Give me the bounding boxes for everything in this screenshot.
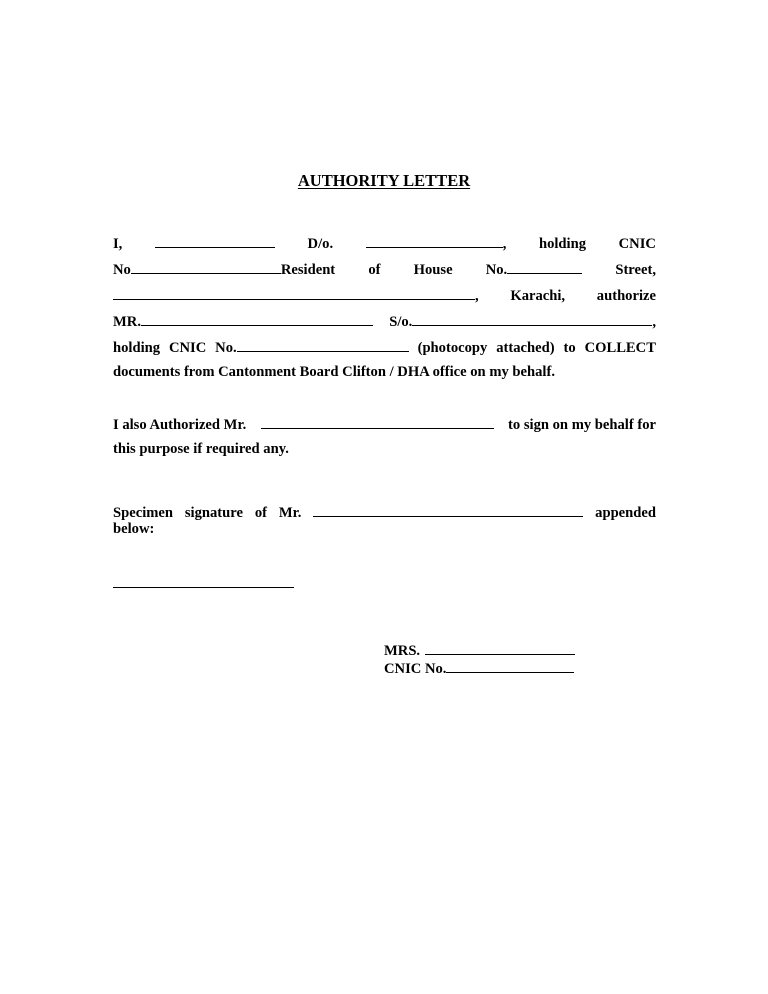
word-so: S/o. xyxy=(389,314,413,330)
word-resident: Resident xyxy=(280,262,336,278)
mrs-name-blank xyxy=(425,641,575,655)
para1-line1 xyxy=(113,234,656,254)
specimen-name-blank xyxy=(313,503,583,517)
word-specimen: Specimen xyxy=(113,505,173,521)
word-do: D/o. xyxy=(307,236,334,252)
word-photocopy: (photocopy xyxy=(417,340,488,356)
father-name-group xyxy=(366,234,507,253)
cnic-group xyxy=(113,260,335,279)
mrs-signature-line xyxy=(384,641,575,660)
so-group xyxy=(389,312,656,331)
word-no: No. xyxy=(215,340,237,356)
word-below: below: xyxy=(113,521,155,537)
purpose-if-required: this purpose if required any. xyxy=(113,441,289,457)
signatory-name-blank xyxy=(261,415,494,429)
word-no: No xyxy=(113,262,131,278)
specimen-signature-line xyxy=(113,587,294,588)
authorized-cnic-group xyxy=(215,338,409,357)
para2-line2 xyxy=(113,441,656,461)
word-collect: COLLECT xyxy=(584,340,656,356)
para3-line1 xyxy=(113,503,656,523)
word-cnic: CNIC xyxy=(168,340,207,356)
word-street: Street, xyxy=(615,262,656,278)
word-to: to xyxy=(563,340,576,356)
word-appended: appended xyxy=(595,505,656,521)
authorized-prefix: I also Authorized Mr. xyxy=(113,417,247,433)
cnic-number-blank xyxy=(131,260,281,274)
authorized-suffix: to sign on my behalf for xyxy=(508,417,656,433)
word-holding: holding xyxy=(538,236,587,252)
purpose-text: documents from Cantonment Board Clifton / DHA office on my behalf. xyxy=(113,364,555,380)
authorized-father-blank xyxy=(412,312,652,326)
word-attached: attached) xyxy=(496,340,555,356)
comma: , xyxy=(475,288,479,304)
word-house: House xyxy=(413,262,453,278)
street-group xyxy=(113,286,479,305)
cnic-label: CNIC No. xyxy=(384,661,447,677)
word-signature: signature xyxy=(184,505,243,521)
word-house-no: No. xyxy=(485,262,508,278)
para1-line5 xyxy=(113,338,656,358)
street-blank xyxy=(113,286,475,300)
word-mr: MR. xyxy=(113,314,141,330)
word-cnic: CNIC xyxy=(618,236,656,252)
father-name-blank xyxy=(366,234,503,248)
para1-line4 xyxy=(113,312,656,332)
authorized-cnic-blank xyxy=(237,338,409,352)
word-karachi: Karachi, xyxy=(510,288,566,304)
house-no-group xyxy=(486,260,583,279)
word-authorize: authorize xyxy=(596,288,656,304)
comma: , xyxy=(652,314,656,330)
para1-line2 xyxy=(113,260,656,280)
word-mr: Mr. xyxy=(278,505,302,521)
word-i: I, xyxy=(113,236,123,252)
para1-line3 xyxy=(113,286,656,306)
cnic-signature-line xyxy=(384,659,574,678)
page-title: AUTHORITY LETTER xyxy=(297,171,471,190)
authorized-name-blank xyxy=(141,312,373,326)
cnic-signature-blank xyxy=(446,659,574,673)
para1-line6 xyxy=(113,364,656,384)
house-number-blank xyxy=(507,260,582,274)
word-of: of xyxy=(254,505,268,521)
comma: , xyxy=(502,236,507,252)
para3-line2 xyxy=(113,521,656,541)
para2-line1 xyxy=(113,415,656,435)
word-holding: holding xyxy=(113,340,161,356)
mr-group xyxy=(113,312,373,331)
word-of: of xyxy=(368,262,381,278)
name-blank xyxy=(155,234,275,248)
mrs-label: MRS. xyxy=(384,643,421,659)
